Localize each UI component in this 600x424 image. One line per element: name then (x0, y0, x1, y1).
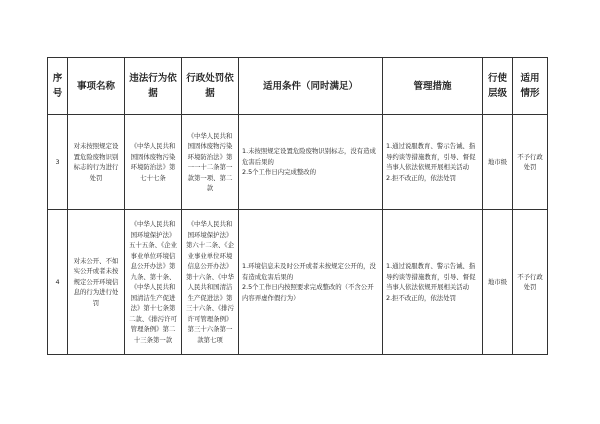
header-measures: 管理措施 (383, 58, 483, 115)
measure-item: 1.通过说服教育、警示告诫、指导约谈等措施教育，引导、督促当事人依法依规开展相关活动 (386, 262, 476, 291)
condition-item: 1.未按照规定设置危险废物识别标志，没有造成危害后果的 (242, 147, 376, 166)
cell-violation-basis: 《中华人民共和国环境保护法》五十五条、《企业事业单位环境信息公开办法》第九条、第十条、《中华人民共和国清洁生产促进法》第十七条第二款、《排污许可管理条例》第二十三条第一款 (125, 210, 182, 355)
measure-item: 2.拒不改正的，依法处罚 (386, 293, 457, 302)
table-row (48, 210, 548, 355)
cell-item-name: 对未公开、不如实公开或者未按规定公开环境信息的行为进行处罚 (68, 210, 125, 355)
cell-item-name: 对未按照规定设置危险废物识别标志的行为进行处罚 (68, 115, 125, 210)
condition-item: 2.5个工作日内按照要求完成整改的（不含公开内容弄虚作假行为） (242, 283, 374, 302)
measure-item: 1.通过说服教育、警示告诫、指导约谈等措施教育，引导、督促当事人依法依规开展相关活动 (386, 142, 476, 171)
condition-item: 1.环境信息未及时公开或者未按规定公开的，没有造成危害后果的 (242, 262, 376, 281)
header-violation-basis: 违法行为依据 (125, 58, 182, 115)
cell-measures (383, 115, 483, 210)
header-conditions: 适用条件（同时满足） (239, 58, 383, 115)
cell-penalty-basis: 《中华人民共和国环境保护法》第六十二条、《企业事业单位环境信息公开办法》第十六条、《中华人民共和国清洁生产促进法》第三十六条、《排污许可管理条例》第三十六条第一款第七项 (182, 210, 239, 355)
header-penalty-basis: 行政处罚依据 (182, 58, 239, 115)
header-no: 序号 (48, 58, 68, 115)
cell-level: 地市级 (483, 210, 513, 355)
cell-level: 地市级 (483, 115, 513, 210)
header-level: 行使层级 (483, 58, 513, 115)
cell-no: 4 (48, 210, 68, 355)
table-row (48, 115, 548, 210)
cell-no: 3 (48, 115, 68, 210)
header-situation: 适用情形 (513, 58, 548, 115)
cell-situation: 不予行政处罚 (513, 115, 548, 210)
cell-conditions (239, 210, 383, 355)
cell-measures (383, 210, 483, 355)
header-item-name: 事项名称 (68, 58, 125, 115)
condition-item: 2.5个工作日内完成整改的 (242, 168, 317, 177)
cell-penalty-basis: 《中华人民共和国固体废物污染环境防治法》第一一十二条第一款第一项、第二款 (182, 115, 239, 210)
regulation-table (47, 57, 548, 355)
cell-violation-basis: 《中华人民共和国固体废物污染环境防治法》第七十七条 (125, 115, 182, 210)
cell-conditions (239, 115, 383, 210)
header-row (48, 58, 548, 115)
cell-situation: 不予行政处罚 (513, 210, 548, 355)
measure-item: 2.拒不改正的，依法处罚 (386, 173, 457, 182)
